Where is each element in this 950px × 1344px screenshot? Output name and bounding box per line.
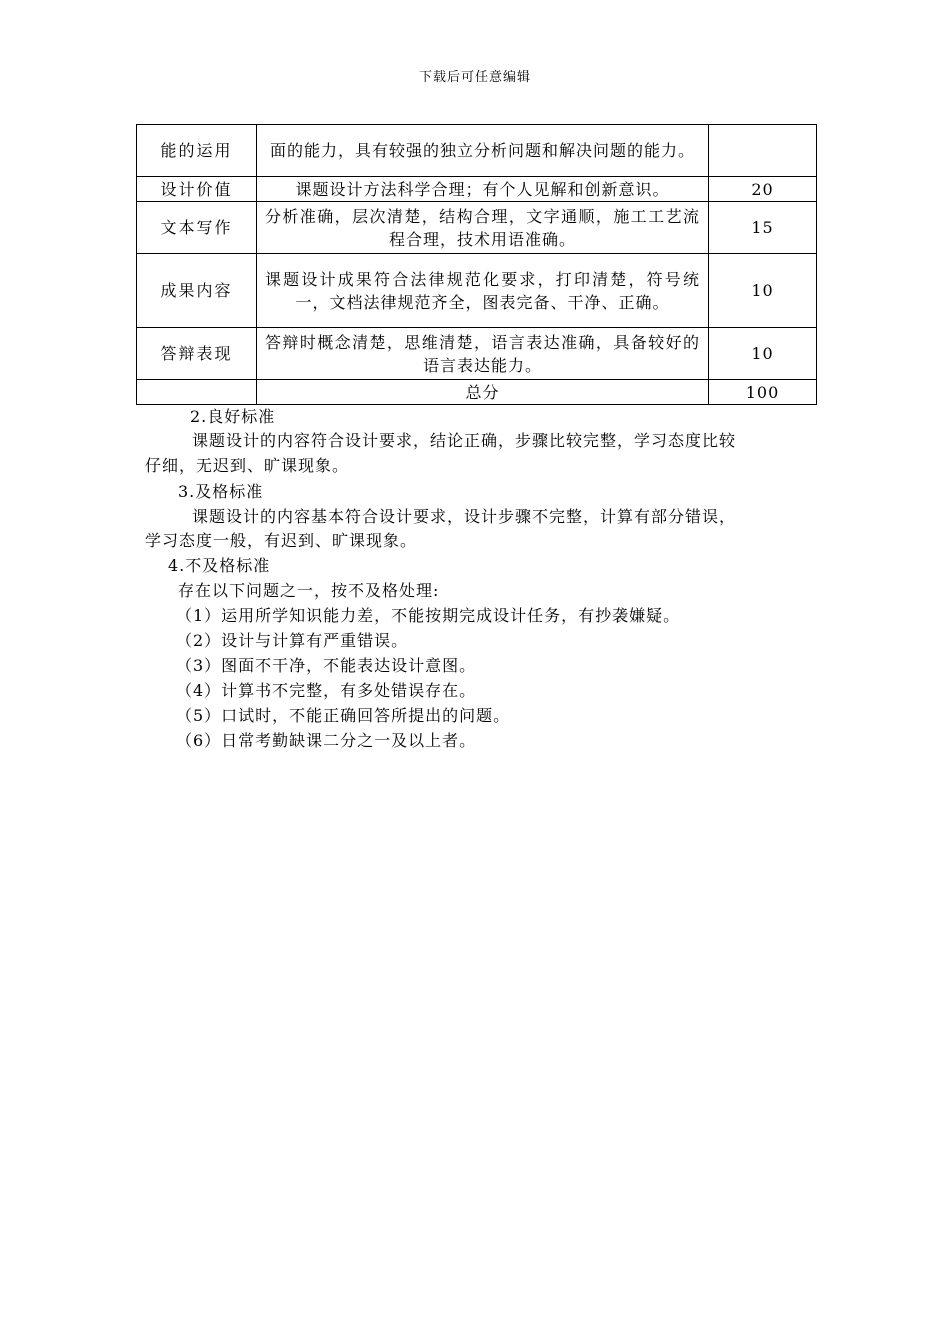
table-row bbox=[137, 125, 817, 177]
paragraph-line: 课题设计的内容符合设计要求，结论正确，步骤比较完整，学习态度比较 bbox=[192, 431, 737, 450]
criterion-score: 20 bbox=[709, 177, 817, 202]
total-score: 100 bbox=[709, 380, 817, 405]
criterion-description: 课题设计方法科学合理；有个人见解和创新意识。 bbox=[257, 177, 709, 202]
table-row-total bbox=[137, 380, 817, 405]
paragraph-line: 课题设计的内容基本符合设计要求，设计步骤不完整，计算有部分错误， bbox=[192, 507, 737, 526]
criterion-description: 分析准确，层次清楚，结构合理，文字通顺，施工工艺流程合理，技术用语准确。 bbox=[257, 202, 709, 254]
paragraph-line: 学习态度一般，有迟到、旷课现象。 bbox=[145, 531, 418, 550]
section-heading-fail: 4.不及格标准 bbox=[168, 556, 271, 575]
table-row bbox=[137, 254, 817, 328]
criterion-name: 答辩表现 bbox=[137, 328, 257, 380]
section-heading-pass: 3.及格标准 bbox=[178, 482, 264, 501]
paragraph-line: 仔细，无迟到、旷课现象。 bbox=[145, 456, 350, 475]
list-item: （5）口试时，不能正确回答所提出的问题。 bbox=[176, 706, 511, 725]
criterion-name: 设计价值 bbox=[137, 177, 257, 202]
grading-table bbox=[136, 124, 817, 405]
page-header: 下载后可任意编辑 bbox=[418, 70, 531, 85]
table-row bbox=[137, 177, 817, 202]
criterion-description: 答辩时概念清楚，思维清楚，语言表达准确，具备较好的语言表达能力。 bbox=[257, 328, 709, 380]
criterion-score: 10 bbox=[709, 254, 817, 328]
criterion-description: 面的能力，具有较强的独立分析问题和解决问题的能力。 bbox=[257, 125, 709, 177]
criterion-name bbox=[137, 380, 257, 405]
criterion-score: 15 bbox=[709, 202, 817, 254]
criterion-name: 成果内容 bbox=[137, 254, 257, 328]
criterion-score: 10 bbox=[709, 328, 817, 380]
section-heading-good: 2.良好标准 bbox=[190, 407, 276, 426]
list-item: （4）计算书不完整，有多处错误存在。 bbox=[176, 681, 477, 700]
paragraph-line: 存在以下问题之一，按不及格处理: bbox=[178, 581, 440, 600]
criterion-name: 文本写作 bbox=[137, 202, 257, 254]
table-row bbox=[137, 202, 817, 254]
list-item: （2）设计与计算有严重错误。 bbox=[176, 631, 409, 650]
criterion-name: 能的运用 bbox=[137, 125, 257, 177]
list-item: （6）日常考勤缺课二分之一及以上者。 bbox=[176, 731, 477, 750]
table-row bbox=[137, 328, 817, 380]
list-item: （1）运用所学知识能力差，不能按期完成设计任务，有抄袭嫌疑。 bbox=[176, 606, 681, 625]
total-label: 总分 bbox=[257, 380, 709, 405]
criterion-score bbox=[709, 125, 817, 177]
criterion-description: 课题设计成果符合法律规范化要求，打印清楚，符号统一，文档法律规范齐全，图表完备、干净、正确。 bbox=[257, 254, 709, 328]
list-item: （3）图面不干净，不能表达设计意图。 bbox=[176, 656, 477, 675]
